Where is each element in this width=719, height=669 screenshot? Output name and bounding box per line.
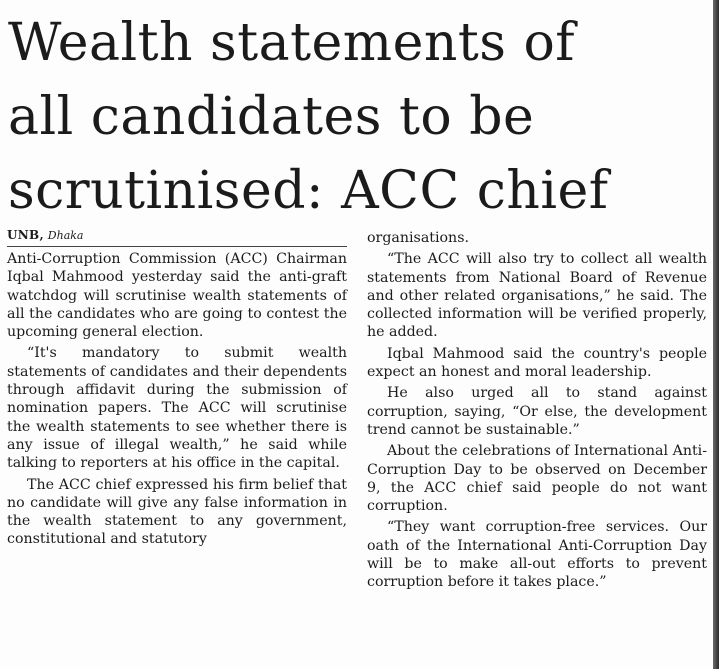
paragraph: He also urged all to stand against corruption, saying, “Or else, the development trend cannot be sustainable.” xyxy=(367,385,707,438)
paragraph: “It's mandatory to submit wealth statements of candidates and their dependents through affidavit during the submission of nomination papers. The ACC will scrutinise the wealth statements to see whether there is any issue of illegal wealth,” he said while talking to reporters at his office in the capital. xyxy=(7,345,347,472)
byline-agency: UNB, xyxy=(7,228,44,242)
headline-line-1: Wealth statements of xyxy=(8,13,576,73)
byline-place: Dhaka xyxy=(47,229,84,242)
page-edge-shadow xyxy=(713,0,719,669)
headline-line-2: all candidates to be xyxy=(8,87,535,147)
article-headline xyxy=(8,6,708,228)
article-column-left xyxy=(7,228,347,552)
paragraph: organisations. xyxy=(367,230,469,246)
paragraph: “The ACC will also try to collect all wealth statements from National Board of Revenue and other related organisations,” he said. The collected information will be verified properly, he added. xyxy=(367,251,707,341)
byline xyxy=(7,228,347,247)
article-column-right xyxy=(367,229,707,595)
paragraph: The ACC chief expressed his firm belief that no candidate will give any false information in the wealth statement to any government, constitutional and statutory xyxy=(7,476,347,548)
paragraph: About the celebrations of International Anti-Corruption Day to be observed on December 9, the ACC chief said people do not want corruption. xyxy=(367,443,707,515)
paragraph: Anti-Corruption Commission (ACC) Chairman Iqbal Mahmood yesterday said the anti-graft watchdog will scrutinise wealth statements of all the candidates who are going to contest the upcoming general election. xyxy=(7,251,347,341)
paragraph: “They want corruption-free services. Our oath of the International Anti-Corruption Day will be to make all-out efforts to prevent corruption before it takes place.” xyxy=(367,519,707,591)
headline-line-3: scrutinised: ACC chief xyxy=(8,161,609,221)
paragraph: Iqbal Mahmood said the country's people expect an honest and moral leadership. xyxy=(367,345,707,381)
